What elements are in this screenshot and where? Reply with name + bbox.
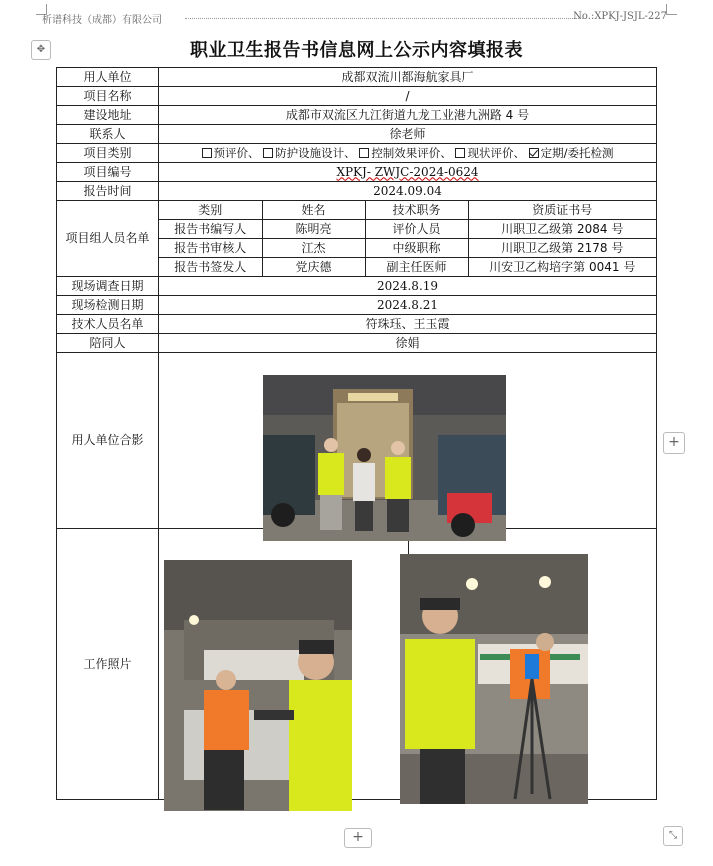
team-table — [159, 201, 656, 276]
team-name[interactable]: 党庆德 — [262, 258, 365, 277]
add-row-icon[interactable]: + — [663, 432, 685, 454]
value-escort[interactable]: 徐娟 — [159, 334, 657, 353]
checkbox-icon[interactable] — [359, 148, 369, 158]
team-role[interactable]: 报告书签发人 — [159, 258, 262, 277]
table-row — [57, 277, 657, 296]
checkbox-checked-icon[interactable] — [529, 148, 539, 158]
team-name[interactable]: 陈明亮 — [262, 220, 365, 239]
table-row — [57, 163, 657, 182]
team-title[interactable]: 评价人员 — [365, 220, 468, 239]
label-employer: 用人单位 — [57, 68, 159, 87]
checkbox-icon[interactable] — [202, 148, 212, 158]
value-category — [159, 144, 657, 163]
label-project-no: 项目编号 — [57, 163, 159, 182]
page-title: 职业卫生报告书信息网上公示内容填报表 — [190, 40, 523, 61]
label-team: 项目组人员名单 — [57, 201, 159, 277]
team-cell — [159, 201, 657, 277]
team-name[interactable]: 江杰 — [262, 239, 365, 258]
label-address: 建设地址 — [57, 106, 159, 125]
team-header: 资质证书号 — [468, 201, 656, 220]
team-row — [159, 220, 656, 239]
label-contact: 联系人 — [57, 125, 159, 144]
team-cert[interactable]: 川职卫乙级第 2178 号 — [468, 239, 656, 258]
label-group-photo: 用人单位合影 — [57, 353, 159, 529]
team-title[interactable]: 副主任医师 — [365, 258, 468, 277]
add-table-row-icon[interactable]: + — [344, 828, 372, 848]
value-detect-date[interactable]: 2024.8.21 — [159, 296, 657, 315]
group-photo[interactable] — [263, 375, 506, 541]
header-rule — [185, 18, 583, 19]
team-role[interactable]: 报告书编写人 — [159, 220, 262, 239]
resize-icon[interactable]: ⤡ — [663, 826, 683, 846]
label-category: 项目类别 — [57, 144, 159, 163]
value-project-name[interactable]: / — [159, 87, 657, 106]
table-row — [57, 296, 657, 315]
team-title[interactable]: 中级职称 — [365, 239, 468, 258]
checkbox-icon[interactable] — [455, 148, 465, 158]
checkbox-icon[interactable] — [263, 148, 273, 158]
label-tech-staff: 技术人员名单 — [57, 315, 159, 334]
table-row — [57, 87, 657, 106]
table-row — [57, 106, 657, 125]
value-employer[interactable]: 成都双流川都海航家具厂 — [159, 68, 657, 87]
label-escort: 陪同人 — [57, 334, 159, 353]
label-project-name: 项目名称 — [57, 87, 159, 106]
value-address[interactable]: 成都市双流区九江街道九龙工业港九洲路 4 号 — [159, 106, 657, 125]
team-role[interactable]: 报告书审核人 — [159, 239, 262, 258]
move-handle-icon[interactable]: ✥ — [31, 40, 51, 60]
table-row — [57, 144, 657, 163]
label-detect-date: 现场检测日期 — [57, 296, 159, 315]
category-option[interactable]: 现状评价、 — [455, 146, 525, 160]
value-survey-date[interactable]: 2024.8.19 — [159, 277, 657, 296]
header-company: 析谱科技（成都）有限公司 — [42, 15, 162, 26]
label-report-time: 报告时间 — [57, 182, 159, 201]
team-header: 类别 — [159, 201, 262, 220]
team-cert[interactable]: 川职卫乙级第 2084 号 — [468, 220, 656, 239]
table-row — [57, 334, 657, 353]
team-cert[interactable]: 川安卫乙构培字第 0041 号 — [468, 258, 656, 277]
work-photo-left-image — [164, 560, 352, 811]
team-row — [159, 258, 656, 277]
value-tech-staff[interactable]: 符珠珏、王玉霞 — [159, 315, 657, 334]
team-row — [159, 239, 656, 258]
table-row — [57, 125, 657, 144]
label-survey-date: 现场调查日期 — [57, 277, 159, 296]
category-option[interactable]: 预评价、 — [202, 146, 260, 160]
table-row — [57, 315, 657, 334]
table-row — [57, 201, 657, 277]
group-photo-image — [263, 375, 506, 541]
value-contact[interactable]: 徐老师 — [159, 125, 657, 144]
work-photo-left[interactable] — [164, 560, 352, 811]
category-option[interactable]: 定期/委托检测 — [529, 146, 614, 160]
value-project-no[interactable]: XPKJ- ZWJC-2024-0624 — [336, 164, 479, 179]
team-header: 姓名 — [262, 201, 365, 220]
team-header: 技术职务 — [365, 201, 468, 220]
category-option[interactable]: 防护设施设计、 — [263, 146, 356, 160]
table-row — [57, 68, 657, 87]
work-photo-right[interactable] — [400, 554, 588, 804]
team-header-row — [159, 201, 656, 220]
work-photo-right-image — [400, 554, 588, 804]
table-row — [57, 182, 657, 201]
value-report-time[interactable]: 2024.09.04 — [159, 182, 657, 201]
crop-mark — [666, 4, 677, 15]
header-doc-number: No.:XPKJ-JSJL-227 — [573, 11, 667, 22]
category-option[interactable]: 控制效果评价、 — [359, 146, 452, 160]
label-work-photos: 工作照片 — [57, 529, 159, 800]
